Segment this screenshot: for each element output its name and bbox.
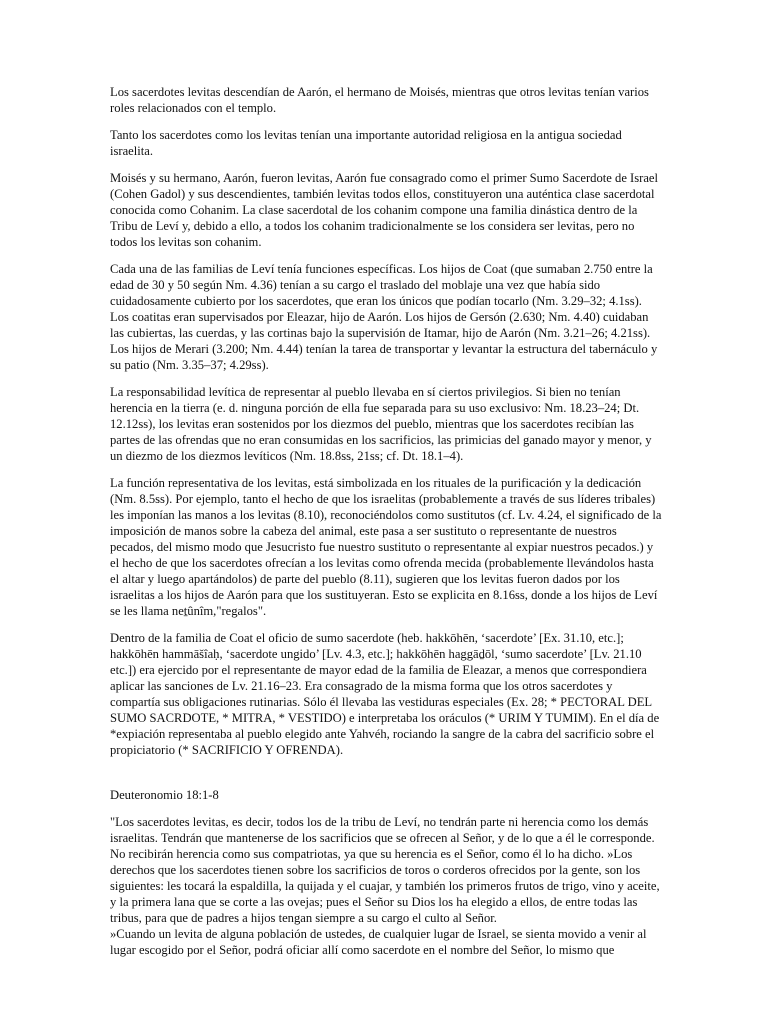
scripture-quote-line: "Los sacerdotes levitas, es decir, todos los de la tribu de Leví, no tendrán parte ni herencia como los demás israelitas. Tendrán que mantenerse de los sacrificios que se ofrecen al Señor, y de lo que a él le corresponde. No recibirán herencia como sus compatriotas, ya que su herencia es el Señor, como él lo ha dicho. »Los derechos que los sacerdotes tienen sobre los sacrificios de toros o corderos ofrecidos por la gente, son los siguientes: les tocará la espaldilla, la quijada y el cuajar, y también los primeros frutos de trigo, vino y aceite, y la primera lana que se corte a las ovejas; pues el Señor su Dios los ha elegido a ellos, de entre todas las tribus, para que de padres a hijos tengan siempre a su cargo el culto al Señor. bbox=[110, 815, 660, 925]
paragraph-levitical-privileges: La responsabilidad levítica de representar al pueblo llevaba en sí ciertos privilegios. Si bien no tenían herencia en la tierra (e. d. ninguna porción de ella fue separada para su uso exclusivo: Nm. 18.23–24; Dt. 12.12ss), los levitas eran sostenidos por los diezmos del pueblo, mientras que los sacerdotes recibían las partes de las ofrendas que no eran consumidas en los sacrificios, las primicias del ganado mayor y menor, y un diezmo de los diezmos levíticos (Nm. 18.8ss, 21ss; cf. Dt. 18.1–4). bbox=[110, 385, 652, 463]
paragraph-levi-families: Cada una de las familias de Leví tenía funciones específicas. Los hijos de Coat (que sumaban 2.750 entre la edad de 30 y 50 según Nm. 4.36) tenían a su cargo el traslado del moblaje una vez que había sido cuidadosamente cubierto por los sacerdotes, que eran los únicos que podían tocarlo (Nm. 3.29–32; 4.1ss). Los coatitas eran supervisados por Eleazar, hijo de Aarón. Los hijos de Gersón (2.630; Nm. 4.40) cuidaban las cubiertas, las cuerdas, y las cortinas bajo la supervisión de Itamar, hijo de Aarón (Nm. 3.21–26; 4.21ss). Los hijos de Merari (3.200; Nm. 4.44) tenían la tarea de transportar y levantar la estructura del tabernáculo y su patio (Nm. 3.35–37; 4.29ss). bbox=[110, 262, 658, 372]
scripture-quote bbox=[110, 814, 662, 958]
section-heading-deuteronomio: Deuteronomio 18:1-8 bbox=[110, 788, 219, 802]
paragraph-representative-function: La función representativa de los levitas, está simbolizada en los rituales de la purificación y la dedicación (Nm. 8.5ss). Por ejemplo, tanto el hecho de que los israelitas (probablemente a través de sus líderes tribales) les imponían las manos a los levitas (8.10), reconociéndolos como sustitutos (cf. Lv. 4.24, el significado de la imposición de manos sobre la cabeza del animal, este pasa a ser sustituto o representante de nuestros pecados, del mismo modo que Jesucristo fue nuestro sustituto o representante al expiar nuestros pecados.) y el hecho de que los sacerdotes ofrecían a los levitas como ofrenda mecida (probablemente llevándolos hasta el altar y luego apartándolos) de parte del pueblo (8.11), sugieren que los levitas fueron dados por los israelitas a los hijos de Aarón para que los sustituyeran. Esto se explicita en 8.16ss, donde a los hijos de Leví se les llama neṯûnîm,"regalos". bbox=[110, 476, 662, 618]
paragraph-moses-aaron: Moisés y su hermano, Aarón, fueron levitas, Aarón fue consagrado como el primer Sumo Sacerdote de Israel (Cohen Gadol) y sus descendientes, también levitas todos ellos, constituyeron una auténtica clase sacerdotal conocida como Cohanim. La clase sacerdotal de los cohanim compone una familia dinástica dentro de la Tribu de Leví y, debido a ello, a todos los cohanim tradicionalmente se los considera ser levitas, pero no todos los levitas son cohanim. bbox=[110, 171, 659, 249]
document-page bbox=[110, 84, 662, 958]
paragraph-levite-priests: Los sacerdotes levitas descendían de Aarón, el hermano de Moisés, mientras que otros levitas tenían varios roles relacionados con el templo. bbox=[110, 85, 649, 115]
scripture-quote-line: »Cuando un levita de alguna población de ustedes, de cualquier lugar de Israel, se sienta movido a venir al lugar escogido por el Señor, podrá oficiar allí como sacerdote en el nombre del Señor, lo mismo que bbox=[110, 927, 647, 957]
paragraph-religious-authority: Tanto los sacerdotes como los levitas tenían una importante autoridad religiosa en la antigua sociedad israelita. bbox=[110, 128, 622, 158]
paragraph-high-priest: Dentro de la familia de Coat el oficio de sumo sacerdote (heb. hakkōhēn, ‘sacerdote’ [Ex. 31.10, etc.]; hakkōhēn hammāšîaḥ, ‘sacerdote ungido’ [Lv. 4.3, etc.]; hakkōhēn haggāḏōl, ‘sumo sacerdote’ [Lv. 21.10 etc.]) era ejercido por el representante de mayor edad de la familia de Eleazar, a menos que correspondiera aplicar las sanciones de Lv. 21.16–23. Era consagrado de la misma forma que los otros sacerdotes y compartía sus obligaciones rutinarias. Sólo él llevaba las vestiduras especiales (Ex. 28; * PECTORAL DEL SUMO SACRDOTE, * MITRA, * VESTIDO) e interpretaba los oráculos (* URIM Y TUMIM). En el día de *expiación representaba al pueblo elegido ante Yahvéh, rociando la sangre de la cabra del sacrificio sobre el propiciatorio (* SACRIFICIO Y OFRENDA). bbox=[110, 631, 660, 757]
